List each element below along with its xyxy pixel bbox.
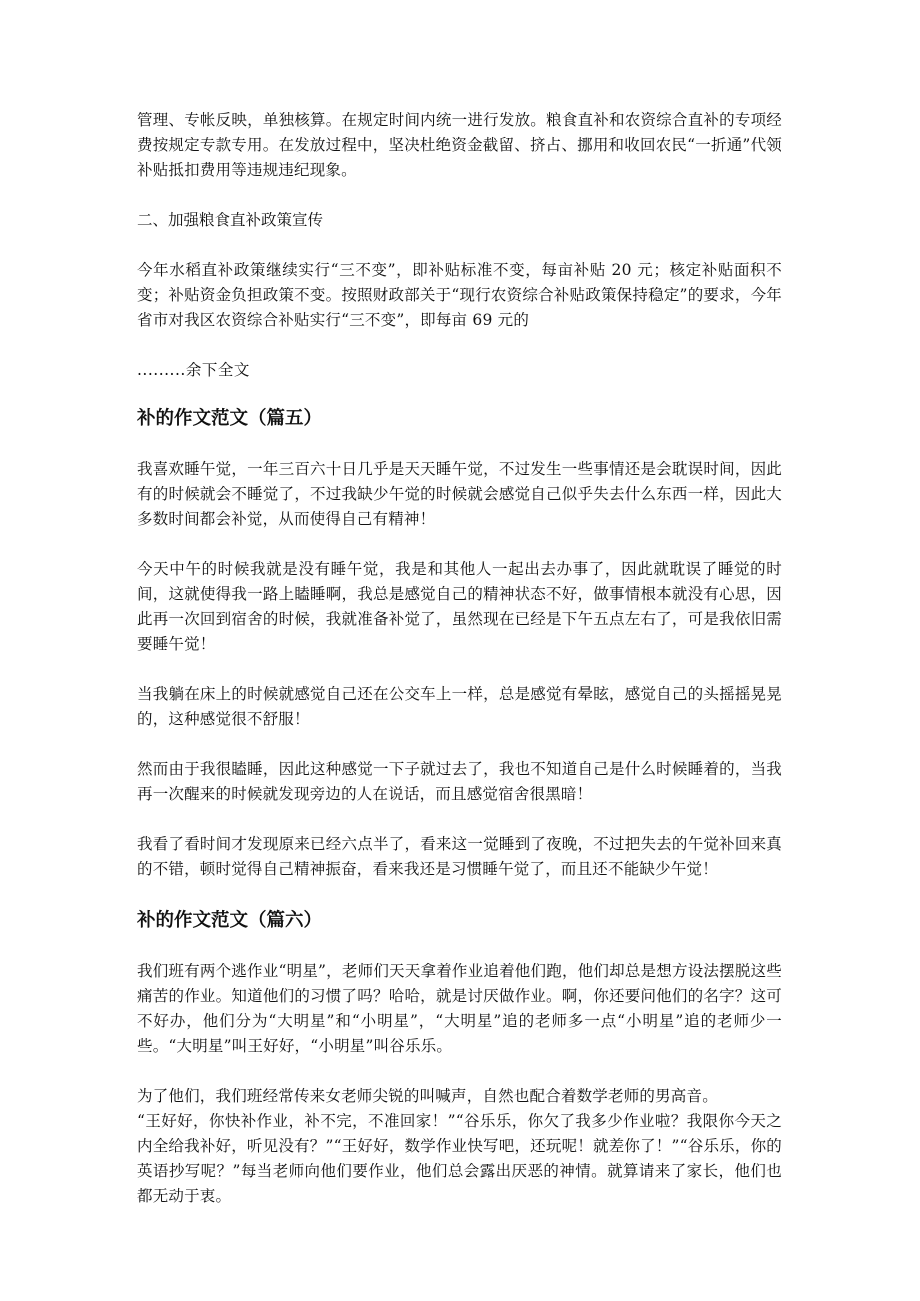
read-more-text: .........余下全文 — [137, 361, 250, 379]
intro-paragraph-2: 今年水稻直补政策继续实行“三不变”，即补贴标准不变，每亩补贴 20 元；核定补贴面积不变；补贴资金负担政策不变。按照财政部关于“现行农资综合补贴政策保持稳定”的要求，今年省市对我区农资综合补贴实行“三不变”，即每亩 69 元的 — [137, 261, 782, 329]
article5-paragraph: 我喜欢睡午觉，一年三百六十日几乎是天天睡午觉，不过发生一些事情还是会耽误时间，因此有的时候就会不睡觉了，不过我缺少午觉的时候就会感觉自己似乎失去什么东西一样，因此大多数时间都会补觉，从而使得自己有精神！ — [137, 460, 782, 528]
section-heading: 二、加强粮食直补政策宣传 — [137, 211, 324, 229]
article5-paragraph: 今天中午的时候我就是没有睡午觉，我是和其他人一起出去办事了，因此就耽误了睡觉的时间，这就使得我一路上瞌睡啊，我总是感觉自己的精神状态不好，做事情根本就没有心思，因此再一次回到宿舍的时候，我就准备补觉了，虽然现在已经是下午五点左右了，可是我依旧需要睡午觉！ — [137, 560, 782, 653]
article5-paragraph: 当我躺在床上的时候就感觉自己还在公交车上一样，总是感觉有晕眩，感觉自己的头摇摇晃晃的，这种感觉很不舒服！ — [137, 685, 782, 728]
intro-paragraph-1: 管理、专帐反映，单独核算。在规定时间内统一进行发放。粮食直补和农资综合直补的专项经费按规定专款专用。在发放过程中，坚决杜绝资金截留、挤占、挪用和收回农民“一折通”代领补贴抵扣费用等违规违纪现象。 — [137, 111, 782, 179]
article6-paragraph: 为了他们，我们班经常传来女老师尖锐的叫喊声，自然也配合着数学老师的男高音。 — [137, 1087, 718, 1105]
article6-paragraph: “王好好，你快补作业，补不完，不准回家！”“谷乐乐，你欠了我多少作业啦？我限你今天之内全给我补好，听见没有？”“王好好，数学作业快写吧，还玩呢！就差你了！”“谷乐乐，你的英语抄写呢？”每当老师向他们要作业，他们总会露出厌恶的神情。就算请来了家长，他们也都无动于衷。 — [137, 1112, 782, 1205]
article5-paragraph: 然而由于我很瞌睡，因此这种感觉一下子就过去了，我也不知道自己是什么时候睡着的，当我再一次醒来的时候就发现旁边的人在说话，而且感觉宿舍很黑暗！ — [137, 760, 782, 803]
article6-title: 补的作文范文（篇六） — [137, 910, 323, 931]
article5-title: 补的作文范文（篇五） — [137, 408, 323, 429]
article6-paragraph: 我们班有两个逃作业“明星”，老师们天天拿着作业追着他们跑，他们却总是想方设法摆脱这些痛苦的作业。知道他们的习惯了吗？哈哈，就是讨厌做作业。啊，你还要问他们的名字？这可不好办，他们分为“大明星”和“小明星”，“大明星”追的老师多一点“小明星”追的老师少一些。“大明星”叫王好好，“小明星”叫谷乐乐。 — [137, 962, 782, 1055]
article5-paragraph: 我看了看时间才发现原来已经六点半了，看来这一觉睡到了夜晚，不过把失去的午觉补回来真的不错，顿时觉得自己精神振奋，看来我还是习惯睡午觉了，而且还不能缺少午觉！ — [137, 835, 782, 878]
document-page — [137, 108, 782, 1234]
